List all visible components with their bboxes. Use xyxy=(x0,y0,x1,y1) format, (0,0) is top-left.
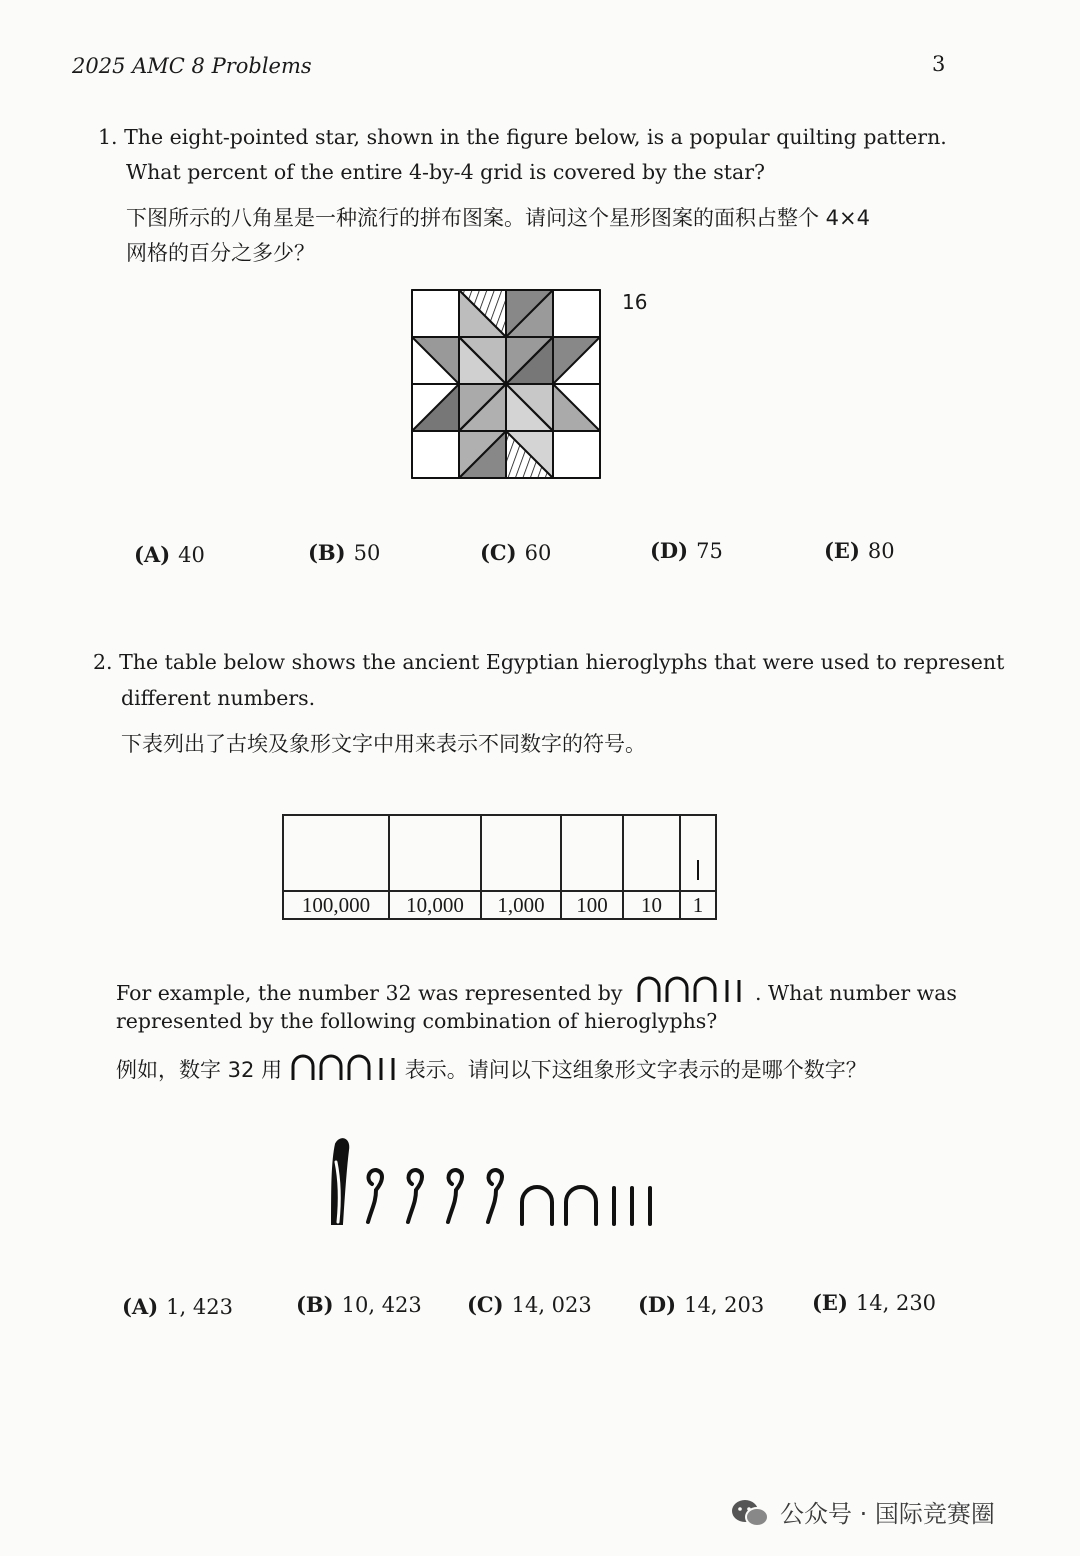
hieroglyph-32-icon xyxy=(289,1054,405,1082)
table-row xyxy=(283,815,716,891)
table-value-cell: 1,000 xyxy=(481,891,561,919)
q1-choice-d[interactable] xyxy=(650,538,723,563)
q2-example-en-1a: For example, the number 32 was represented by xyxy=(116,981,623,1005)
wechat-icon xyxy=(730,1498,770,1528)
q1-choice-b[interactable] xyxy=(308,540,380,565)
q2-text-zh-1: 下表列出了古埃及象形文字中用来表示不同数字的符号。 xyxy=(121,732,646,756)
handwritten-note: 16 xyxy=(622,290,648,314)
page-number: 3 xyxy=(932,52,946,76)
choice-value: 60 xyxy=(524,541,552,565)
q2-choice-e[interactable] xyxy=(812,1290,936,1315)
watermark xyxy=(730,1494,995,1529)
q2-choice-d[interactable] xyxy=(638,1292,764,1317)
q2-example-en-2: represented by the following combination of hieroglyphs? xyxy=(116,1009,718,1033)
q2-example-zh-a: 例如，数字 32 用 xyxy=(116,1058,283,1082)
q2-text-line-1 xyxy=(93,652,1004,673)
hieroglyph-table xyxy=(282,814,717,920)
q2-text-en-1: The table below shows the ancient Egyptian hieroglyphs that were used to represent xyxy=(119,650,1005,674)
choice-letter: (D) xyxy=(650,538,689,563)
choice-letter: (A) xyxy=(134,542,171,567)
choice-letter: (C) xyxy=(467,1292,504,1317)
table-value-cell: 10 xyxy=(623,891,680,919)
q2-number: 2. xyxy=(93,650,113,674)
glyph-cell-1000 xyxy=(481,815,561,891)
choice-value: 10, 423 xyxy=(341,1293,422,1317)
table-row xyxy=(283,891,716,919)
choice-value: 50 xyxy=(353,541,381,565)
table-value-cell: 100,000 xyxy=(283,891,389,919)
eight-pointed-star-figure xyxy=(408,286,604,482)
choice-letter: (E) xyxy=(824,538,860,563)
choice-value: 14, 203 xyxy=(684,1293,765,1317)
choice-letter: (B) xyxy=(296,1292,334,1317)
page-header-title: 2025 AMC 8 Problems xyxy=(72,54,312,78)
glyph-cell-100000 xyxy=(283,815,389,891)
glyph-cell-100 xyxy=(561,815,623,891)
choice-letter: (E) xyxy=(812,1290,848,1315)
choice-value: 80 xyxy=(867,539,895,563)
hieroglyph-32-icon xyxy=(635,976,755,1004)
choice-value: 14, 023 xyxy=(511,1293,592,1317)
glyph-cell-1 xyxy=(680,815,716,891)
choice-value: 75 xyxy=(696,539,723,563)
choice-value: 40 xyxy=(178,543,205,567)
q2-example-en-1b: . What number was xyxy=(754,981,957,1005)
q2-choice-a[interactable] xyxy=(122,1294,233,1319)
choice-value: 1, 423 xyxy=(166,1295,233,1319)
q1-text-en-2: What percent of the entire 4-by-4 grid is covered by the star? xyxy=(126,160,766,184)
q2-choice-b[interactable] xyxy=(296,1292,422,1317)
q1-text-zh-2: 网格的百分之多少？ xyxy=(126,241,315,265)
q1-number: 1. xyxy=(98,125,118,149)
q1-text-zh-1: 下图所示的八角星是一种流行的拼布图案。请问这个星形图案的面积占整个 4×4 xyxy=(126,206,870,230)
q2-text-en-2: different numbers. xyxy=(121,686,316,710)
q2-choice-c[interactable] xyxy=(467,1292,592,1317)
choice-letter: (A) xyxy=(122,1294,159,1319)
q1-choice-a[interactable] xyxy=(134,542,205,567)
q1-text-en-1: The eight-pointed star, shown in the figure below, is a popular quilting pattern. xyxy=(124,125,947,149)
table-value-cell: 1 xyxy=(680,891,716,919)
watermark-text: 公众号 · 国际竞赛圈 xyxy=(780,1500,995,1528)
table-value-cell: 100 xyxy=(561,891,623,919)
choice-letter: (B) xyxy=(308,540,346,565)
choice-letter: (D) xyxy=(638,1292,677,1317)
choice-value: 14, 230 xyxy=(855,1291,937,1315)
q2-example-zh-line xyxy=(116,1054,867,1084)
q2-example-line-1 xyxy=(116,976,957,1004)
choice-letter: (C) xyxy=(480,540,517,565)
glyph-cell-10000 xyxy=(389,815,481,891)
stroke-glyph-icon xyxy=(693,858,703,884)
q1-choice-e[interactable] xyxy=(824,538,895,563)
q1-text-line-1 xyxy=(98,127,947,148)
glyph-cell-10 xyxy=(623,815,680,891)
table-value-cell: 10,000 xyxy=(389,891,481,919)
q2-example-zh-b: 表示。请问以下这组象形文字表示的是哪个数字？ xyxy=(404,1058,867,1082)
hieroglyph-combination-figure xyxy=(322,1132,668,1232)
q1-choice-c[interactable] xyxy=(480,540,551,565)
